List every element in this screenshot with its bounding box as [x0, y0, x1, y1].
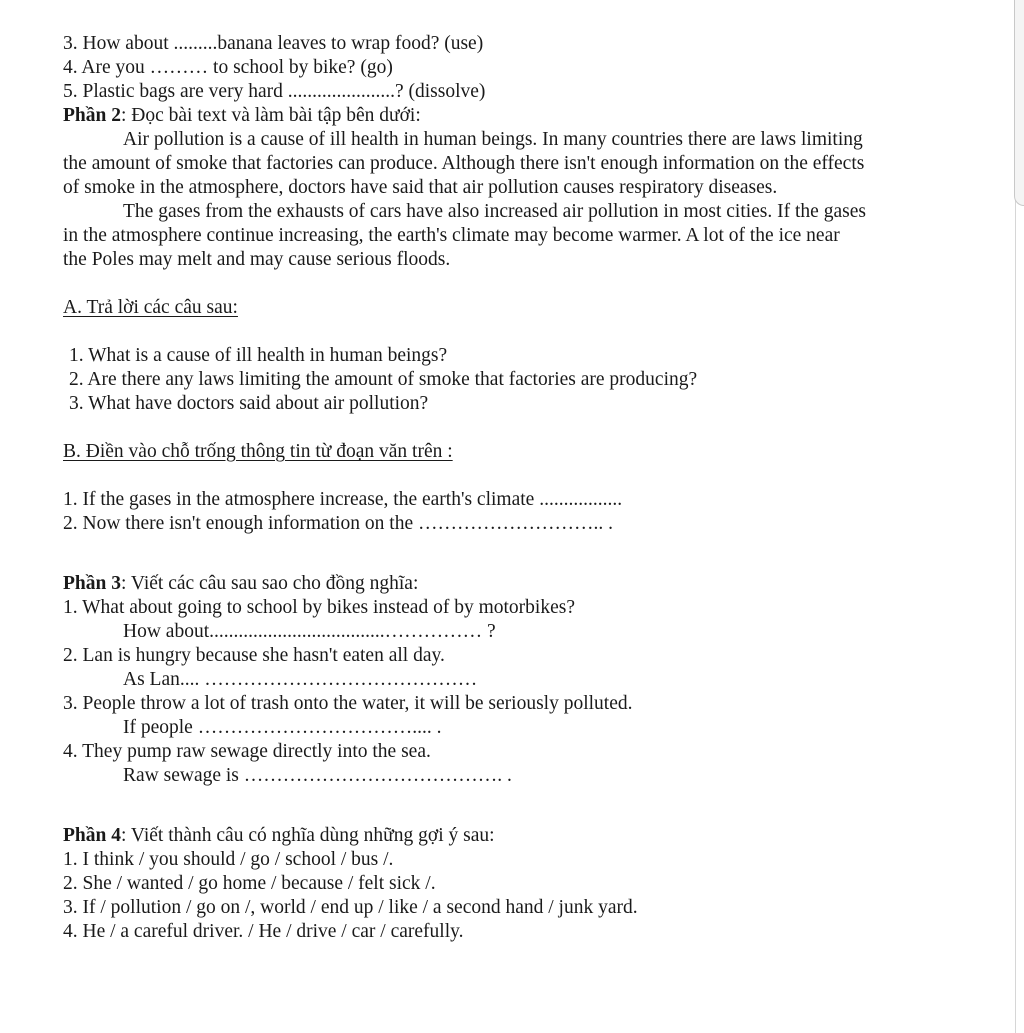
- part4-label: Phần 4: [63, 825, 121, 846]
- part3-label: Phần 3: [63, 573, 121, 594]
- document-body: [63, 32, 963, 944]
- part3-rewrite-1: How about....................................…………… ?: [123, 621, 496, 642]
- part3-sentence-1: 1. What about going to school by bikes instead of by motorbikes?: [63, 597, 575, 618]
- part3-rewrite-4: Raw sewage is …………………………………. .: [123, 765, 512, 786]
- section-b-heading: B. Điền vào chỗ trống thông tin từ đoạn văn trên :: [63, 441, 453, 462]
- part3-sentence-3: 3. People throw a lot of trash onto the water, it will be seriously polluted.: [63, 693, 633, 714]
- part2-heading: [63, 104, 963, 128]
- part3-rewrite-3: If people …………………………….... .: [123, 717, 442, 738]
- part4-instruction: : Viết thành câu có nghĩa dùng những gợi ý sau:: [120, 825, 495, 846]
- passage-p1-line-3: of smoke in the atmosphere, doctors have said that air pollution causes respiratory diseases.: [63, 177, 778, 198]
- part2-instruction: : Đọc bài text và làm bài tập bên dưới:: [120, 105, 421, 126]
- scrollbar-corner[interactable]: [1014, 0, 1024, 206]
- section-a-question-3: 3. What have doctors said about air pollution?: [69, 393, 429, 414]
- passage-p2-line-1: The gases from the exhausts of cars have also increased air pollution in most cities. If the gases: [123, 201, 866, 222]
- section-a-question-2: 2. Are there any laws limiting the amount of smoke that factories are producing?: [69, 369, 698, 390]
- passage-p1-line-2: the amount of smoke that factories can produce. Although there isn't enough information on the effects: [63, 153, 865, 174]
- part3-heading: [63, 572, 963, 596]
- part1-item-5: 5. Plastic bags are very hard ......................? (dissolve): [63, 81, 486, 102]
- part4-item-2: 2. She / wanted / go home / because / felt sick /.: [63, 873, 436, 894]
- section-a-heading: A. Trả lời các câu sau:: [63, 297, 238, 318]
- part4-heading: [63, 824, 963, 848]
- part3-sentence-2: 2. Lan is hungry because she hasn't eaten all day.: [63, 645, 445, 666]
- part3-instruction: : Viết các câu sau sao cho đồng nghĩa:: [120, 573, 419, 594]
- section-b-item-1: 1. If the gases in the atmosphere increase, the earth's climate .................: [63, 489, 623, 510]
- passage-p2-line-2: in the atmosphere continue increasing, the earth's climate may become warmer. A lot of the ice near: [63, 225, 840, 246]
- part4-item-1: 1. I think / you should / go / school / bus /.: [63, 849, 394, 870]
- part3-rewrite-2: As Lan.... ……………………………………: [123, 669, 478, 690]
- section-a-question-1: 1. What is a cause of ill health in human beings?: [69, 345, 448, 366]
- passage-p1-line-1: Air pollution is a cause of ill health in human beings. In many countries there are laws limiting: [123, 129, 863, 150]
- part4-item-4: 4. He / a careful driver. / He / drive / car / carefully.: [63, 921, 464, 942]
- part1-item-4: 4. Are you ……… to school by bike? (go): [63, 57, 393, 78]
- part2-label: Phần 2: [63, 105, 121, 126]
- part1-item-3: 3. How about .........banana leaves to wrap food? (use): [63, 33, 484, 54]
- part3-sentence-4: 4. They pump raw sewage directly into the sea.: [63, 741, 431, 762]
- part4-item-3: 3. If / pollution / go on /, world / end up / like / a second hand / junk yard.: [63, 897, 638, 918]
- section-b-item-2: 2. Now there isn't enough information on the ……………………….. .: [63, 513, 613, 534]
- passage-p2-line-3: the Poles may melt and may cause serious floods.: [63, 249, 451, 270]
